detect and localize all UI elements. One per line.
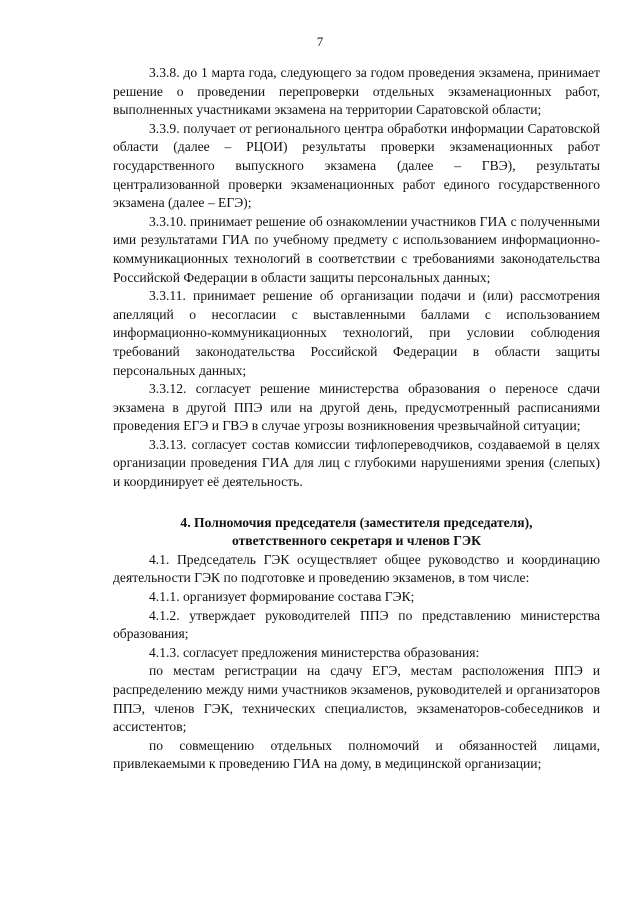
- clause-4-1: 4.1. Председатель ГЭК осуществляет общее руководство и координацию деятельности ГЭК по подготовке и проведению экзаменов, в том числе:: [113, 551, 600, 586]
- section-4-heading-line1: 4. Полномочия председателя (заместителя председателя),: [180, 514, 533, 530]
- document-body: [113, 64, 600, 774]
- clause-4-1-3-item-1: по местам регистрации на сдачу ЕГЭ, местам расположения ППЭ и распределению между ними участников экзаменов, руководителей и организаторов ППЭ, членов ГЭК, технических специалистов, экзаменаторов-собеседников и ассистентов;: [113, 663, 600, 735]
- page-number: 7: [316, 34, 324, 49]
- section-4-heading: [113, 514, 600, 551]
- clause-3-3-12: 3.3.12. согласует решение министерства образования о переносе сдачи экзамена в другой ППЭ или на другой день, предусмотренный расписаниями проведения ЕГЭ и ГВЭ в случае угрозы возникновения чрезвычайной ситуации;: [113, 381, 600, 434]
- section-4-heading-line2: ответственного секретаря и членов ГЭК: [231, 533, 481, 549]
- clause-3-3-9: 3.3.9. получает от регионального центра обработки информации Саратовской области (далее – РЦОИ) результаты проверки экзаменационных работ государственного выпускного экзамена (далее – ГВЭ), результаты централизованной проверки экзаменационных работ единого государственного экзамена (далее – ЕГЭ);: [113, 120, 600, 211]
- clause-3-3-10: 3.3.10. принимает решение об ознакомлении участников ГИА с полученными ими результатами ГИА по учебному предмету с использованием информационно-коммуникационных технологий в соответствии с требованиями законодательства Российской Федерации в области защиты персональных данных;: [113, 213, 600, 285]
- clause-4-1-3-item-2: по совмещению отдельных полномочий и обязанностей лицами, привлекаемыми к проведению ГИА на дому, в медицинской организации;: [113, 737, 600, 772]
- clause-3-3-13: 3.3.13. согласует состав комиссии тифлопереводчиков, создаваемой в целях организации проведения ГИА для лиц с глубокими нарушениями зрения (слепых) и координирует её деятельность.: [113, 436, 600, 490]
- clause-3-3-11: 3.3.11. принимает решение об организации подачи и (или) рассмотрения апелляций о несогласии с выставленными баллами с использованием информационно-коммуникационных технологий, при условии соблюдения требований законодательства Российской Федерации в области защиты персональных данных;: [113, 288, 600, 378]
- clause-4-1-1: 4.1.1. организует формирование состава ГЭК;: [149, 589, 415, 605]
- clause-4-1-2: 4.1.2. утверждает руководителей ППЭ по представлению министерства образования;: [113, 607, 600, 642]
- clause-3-3-8: 3.3.8. до 1 марта года, следующего за годом проведения экзамена, принимает решение о проведении перепроверки отдельных экзаменационных работ, выполненных участниками экзамена на территории Саратовской области;: [113, 65, 600, 118]
- clause-4-1-3: 4.1.3. согласует предложения министерства образования:: [149, 644, 480, 660]
